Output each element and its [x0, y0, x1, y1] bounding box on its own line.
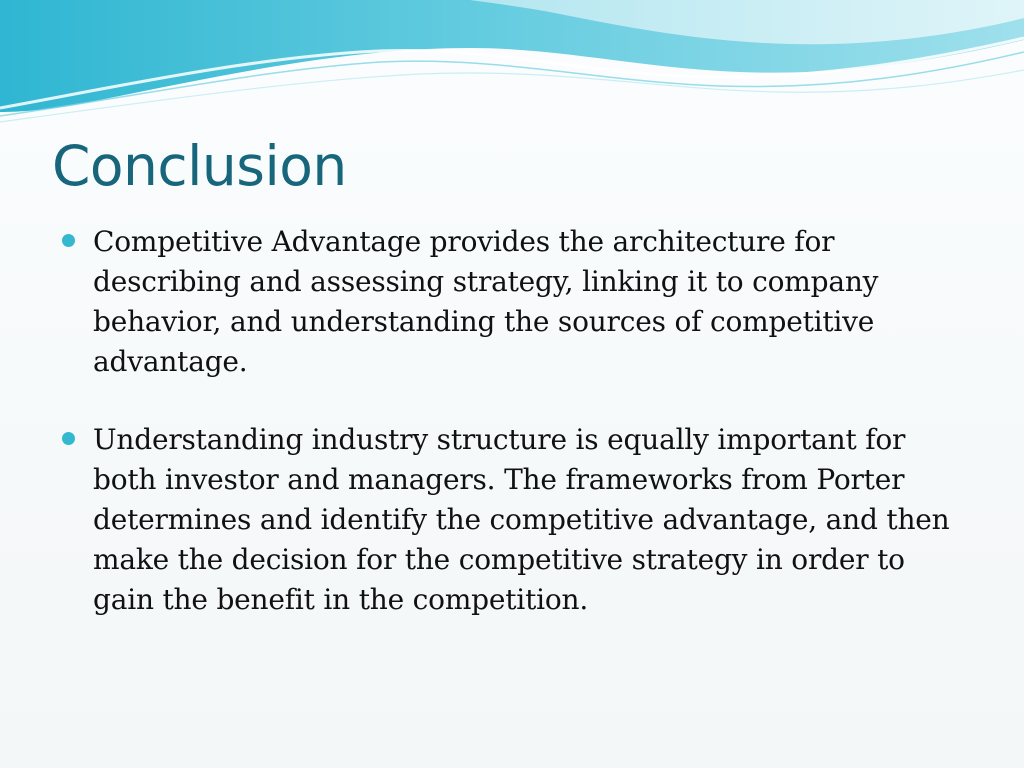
- bullet-dot-icon: [62, 234, 75, 247]
- slide-title: Conclusion: [52, 134, 347, 198]
- bullet-item: [62, 222, 962, 382]
- bullet-dot-icon: [62, 432, 75, 445]
- wave-header-decoration: [0, 0, 1024, 130]
- bullet-text: Competitive Advantage provides the architecture for describing and assessing strategy, linking it to company behavior, and understanding the sources of competitive advantage.: [93, 225, 879, 378]
- bullet-item: [62, 420, 962, 620]
- bullet-text: Understanding industry structure is equally important for both investor and managers. The frameworks from Porter determines and identify the competitive advantage, and then make the decision for the competitive strategy in order to gain the benefit in the competition.: [93, 423, 950, 616]
- bullet-list: [62, 222, 962, 620]
